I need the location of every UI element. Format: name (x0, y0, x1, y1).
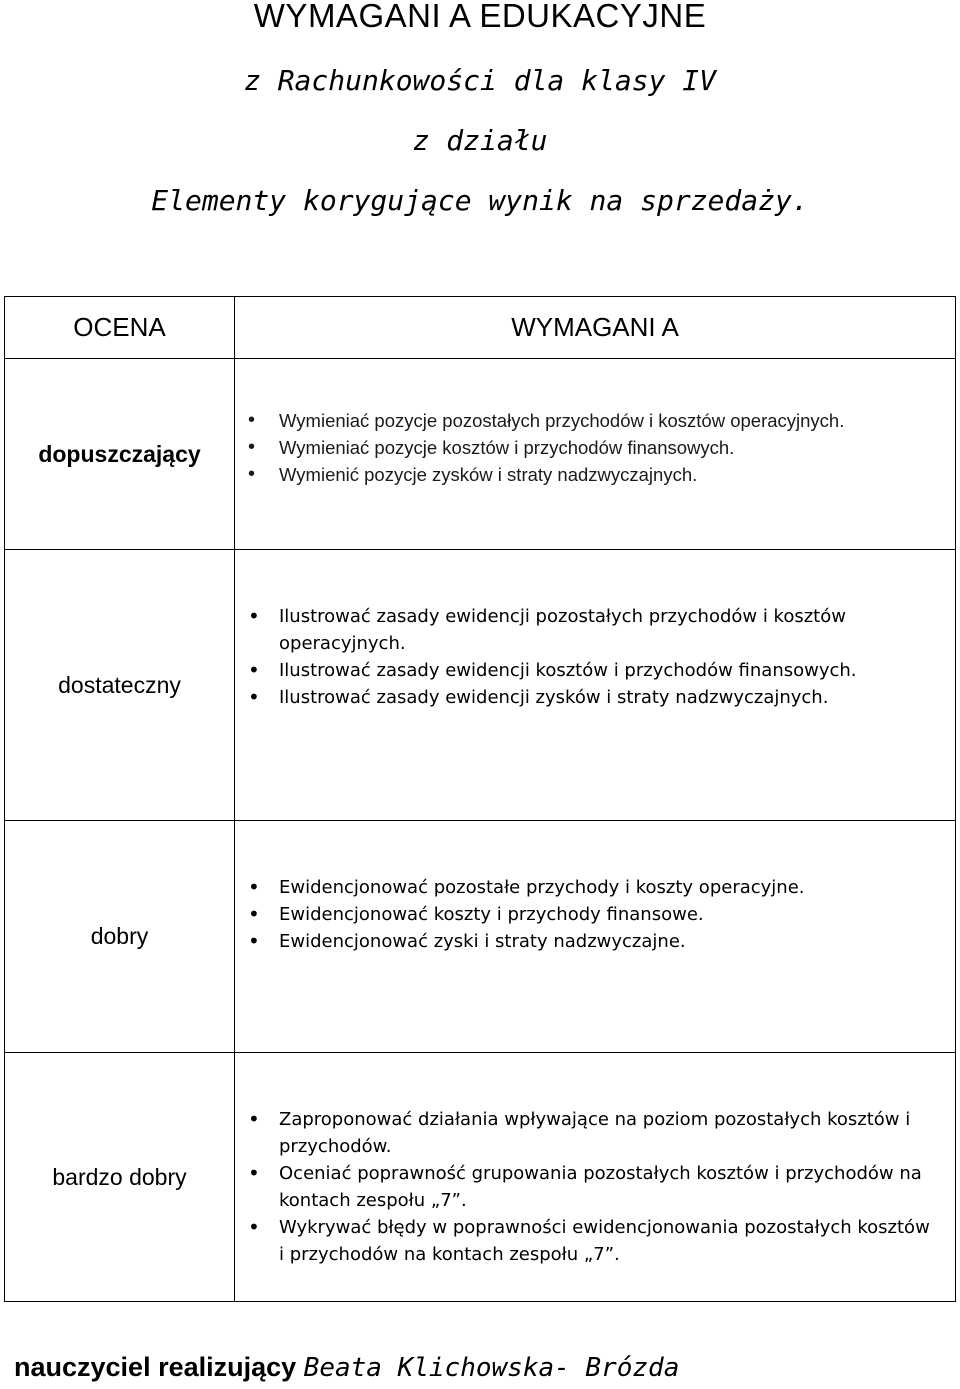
list-item: • Zaproponować działania wpływające na poziom pozostałych kosztów i przychodów. (279, 1106, 935, 1160)
column-header-requirements: WYMAGANI A (235, 297, 956, 359)
topic-line: Elementy korygujące wynik na sprzedaży. (151, 184, 809, 217)
grade-dostateczny: dostateczny (5, 550, 235, 821)
subject-line: z Rachunkowości dla klasy IV (243, 64, 716, 97)
grade-dobry: dobry (5, 821, 235, 1053)
list-item: • Ewidencjonować pozostałe przychody i koszty operacyjne. (279, 874, 935, 901)
list-item: • Ewidencjonować koszty i przychody finansowe. (279, 901, 935, 928)
grade-dopuszczajacy: dopuszczający (5, 359, 235, 550)
requirements-list (235, 874, 955, 955)
requirements-cell (235, 821, 956, 1053)
teacher-label: nauczyciel realizujący (14, 1352, 297, 1382)
list-item: • Ilustrować zasady ewidencji kosztów i przychodów finansowych. (279, 657, 935, 684)
column-header-grade: OCENA (5, 297, 235, 359)
table-row (5, 1053, 956, 1302)
requirements-cell (235, 550, 956, 821)
list-item: • Wykrywać błędy w poprawności ewidencjonowania pozostałych kosztów i przychodów na kontach zespołu „7”. (279, 1214, 935, 1268)
document-title: WYMAGANI A EDUKACYJNE (253, 0, 707, 34)
list-item: • Wymieniać pozycje kosztów i przychodów finansowych. (279, 434, 935, 461)
requirements-list (235, 603, 955, 711)
teacher-signature (14, 1352, 679, 1383)
list-item: • Oceniać poprawność grupowania pozostałych kosztów i przychodów na kontach zespołu „7”. (279, 1160, 935, 1214)
list-item: • Ewidencjonować zyski i straty nadzwyczajne. (279, 928, 935, 955)
requirements-cell (235, 1053, 956, 1302)
requirements-list (235, 407, 955, 488)
requirements-cell (235, 359, 956, 550)
grade-bardzo-dobry: bardzo dobry (5, 1053, 235, 1302)
table-row (5, 550, 956, 821)
requirements-table (4, 296, 956, 1302)
requirements-list (235, 1106, 955, 1268)
list-item: • Ilustrować zasady ewidencji pozostałych przychodów i kosztów operacyjnych. (279, 603, 935, 657)
table-row (5, 359, 956, 550)
teacher-name: Beata Klichowska- Brózda (303, 1353, 680, 1383)
table-row (5, 821, 956, 1053)
list-item: • Wymieniać pozycje pozostałych przychodów i kosztów operacyjnych. (279, 407, 935, 434)
list-item: • Ilustrować zasady ewidencji zysków i straty nadzwyczajnych. (279, 684, 935, 711)
table-header-row (5, 297, 956, 359)
list-item: • Wymienić pozycje zysków i straty nadzwyczajnych. (279, 461, 935, 488)
section-line: z działu (412, 124, 548, 157)
